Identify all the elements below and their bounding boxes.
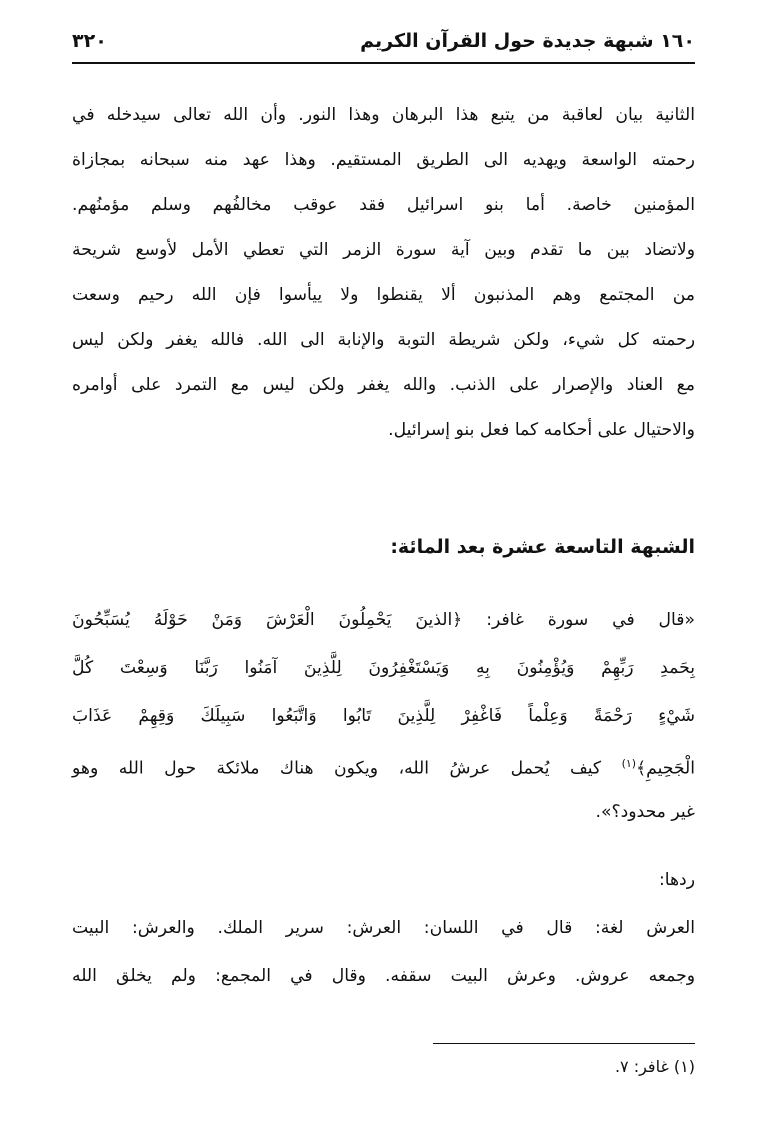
section-heading: الشبهة التاسعة عشرة بعد المائة: [390,536,695,558]
verse-end: الْجَحِيمِ﴾ [636,758,695,779]
paragraph-line: من المجتمع وهم المذنبون ألا يقنطوا ولا ييأسوا فإن الله رحيم وسعت [72,285,695,305]
paragraph-line: والاحتيال على أحكامه كما فعل بنو إسرائيل. [388,420,695,440]
footnote: (١) غافر: ٧. [614,1057,695,1076]
reply-label: ردها: [658,870,695,890]
footnote-marker: (١) [621,757,637,770]
paragraph-line: المؤمنين خاصة. أما بنو اسرائيل فقد عوقب مخالفُهم وسلم مؤمنُهم. [72,195,695,215]
paragraph-line: ولاتضاد بين ما تقدم وبين آية سورة الزمر التي تعطي الأمل لأوسع شريحة [72,240,695,260]
quote-line: شَيْءٍ رَحْمَةً وَعِلْماً فَاغْفِرْ لِلَّذِينَ تَابُوا وَاتَّبَعُوا سَبِيلَكَ وَقِهِمْ عَذَابَ [72,706,695,726]
quoted-objection [72,596,695,836]
paragraph-line: مع العناد والإصرار على الذنب. والله يغفر ولكن ليس مع التمرد على أوامره [72,375,695,395]
reply-line: وجمعه عروش. وعرش البيت سقفه. وقال في المجمع: ولم يخلق الله [72,966,695,986]
paragraph-1 [72,93,695,453]
page-number: ٣٢٠ [72,30,107,52]
quote-line [72,740,695,788]
footnote-divider [433,1043,695,1044]
quote-line: غير محدود؟». [595,802,695,822]
quote-line: «قال في سورة غافر: ﴿الذينَ يَحْمِلُونَ الْعَرْشَ وَمَنْ حَوْلَهُ يُسَبِّحُونَ [72,610,695,630]
quote-tail: كيف يُحمل عرشُ الله، ويكون هناك ملائكة حول الله وهو [72,758,622,779]
paragraph-line: الثانية بيان لعاقبة من يتبع هذا البرهان وهذا النور. وأن الله تعالى سيدخله في [72,105,695,125]
paragraph-line: رحمته الواسعة ويهديه الى الطريق المستقيم. وهذا عهد منه سبحانه بمجازاة [72,150,695,170]
paragraph-line: رحمته كل شيء، ولكن شريطة التوبة والإنابة الى الله. فالله يغفر ولكن ليس [72,330,695,350]
reply-section [72,856,695,1000]
page-header [72,28,695,64]
running-title: ١٦٠ شبهة جديدة حول القرآن الكريم [360,30,695,52]
quote-line: بِحَمدِ رَبِّهِمْ وَيُؤْمِنُونَ بِهِ وَيَسْتَغْفِرُونَ لِلَّذِينَ آمَنُوا رَبَّنَا وَسِعْتَ كُلَّ [72,658,695,678]
reply-line: العرش لغة: قال في اللسان: العرش: سرير الملك. والعرش: البيت [72,918,695,938]
